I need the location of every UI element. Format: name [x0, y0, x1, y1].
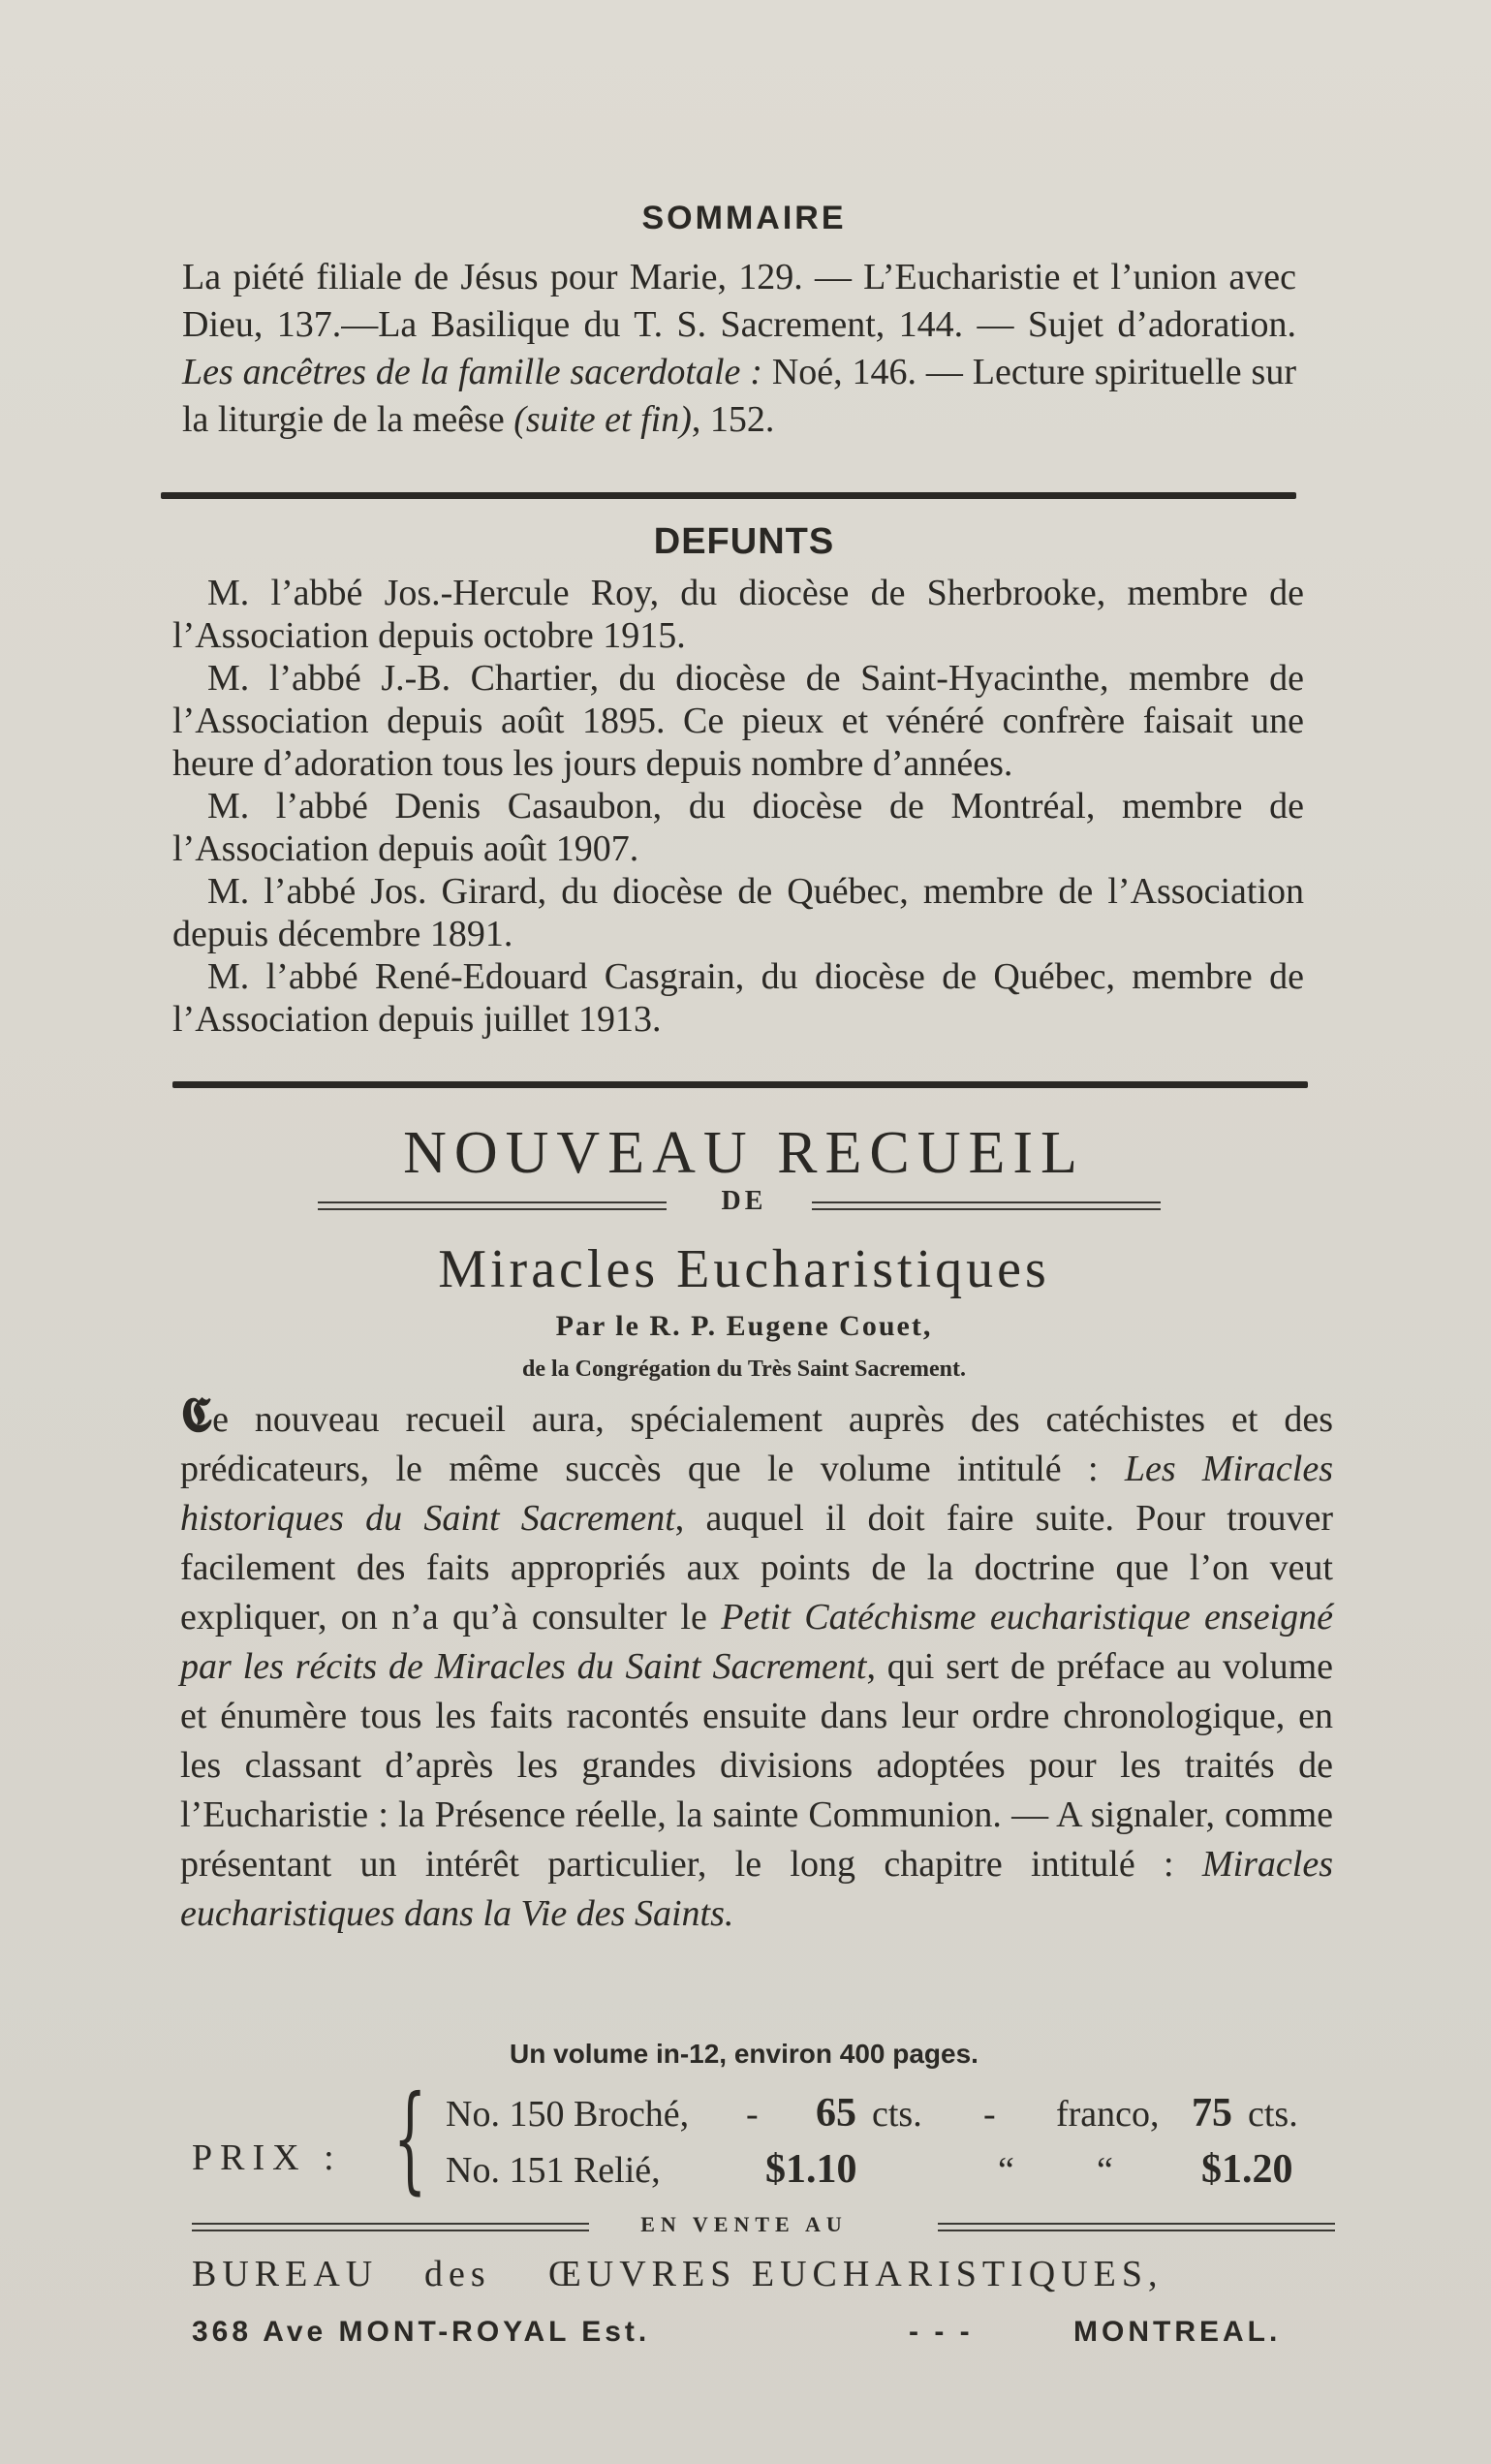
- address-dashes: - - -: [909, 2316, 974, 2348]
- sommaire-text-part: Noé, 146. — Lecture spirituelle sur la liturgie de la meêse: [182, 352, 1296, 440]
- defunt-entry: M. l’abbé Denis Casaubon, du diocèse de Montréal, membre de l’Association depuis août 1907.: [172, 786, 1304, 869]
- price-dash: -: [746, 2094, 759, 2135]
- price-row: [446, 2093, 1322, 2147]
- franco-price: $1.20: [1201, 2147, 1293, 2192]
- address-city: MONTREAL.: [1073, 2316, 1282, 2348]
- description-part: , auquel il doit faire suite. Pour trouver facilement des faits appropriés aux points de la doctrine que l’on veut expliquer, on n’a qu’à consulter le: [180, 1498, 1333, 1637]
- franco-price: 75: [1192, 2091, 1232, 2136]
- price-value: 65: [816, 2091, 856, 2136]
- bureau-word: ŒUVRES EUCHARISTIQUES,: [548, 2254, 1164, 2294]
- defunt-entry: M. l’abbé Jos.-Hercule Roy, du diocèse de Sherbrooke, membre de l’Association depuis octobre 1915.: [172, 573, 1304, 656]
- price-dash: -: [983, 2094, 996, 2135]
- volume-info: Un volume in-12, environ 400 pages.: [510, 2039, 978, 2069]
- section-divider: [172, 1081, 1308, 1088]
- announcement-author: Par le R. P. Eugene Couet,: [555, 1310, 933, 1342]
- defunts-list: [172, 572, 1304, 1041]
- defunt-entry: M. l’abbé René-Edouard Casgrain, du diocèse de Québec, membre de l’Association depuis juillet 1913.: [172, 956, 1304, 1040]
- price-item: No. 151 Relié,: [446, 2150, 661, 2191]
- announcement-title: NOUVEAU RECUEIL: [403, 1120, 1085, 1186]
- sommaire-text-part: La piété filiale de Jésus pour Marie, 129. — L’Eucharistie et l’union avec Dieu, 137.—La Basilique du T. S. Sacrement, 144. — Sujet d’adoration.: [182, 257, 1296, 345]
- sommaire-title: SOMMAIRE: [641, 200, 847, 236]
- announcement-de: DE: [721, 1186, 767, 1216]
- sommaire-text-italic: (suite et fin): [513, 399, 692, 440]
- sommaire-text: [182, 254, 1296, 444]
- defunts-title: DEFUNTS: [653, 521, 835, 562]
- drop-cap: 𝕮: [180, 1386, 213, 1443]
- ornament-rule-right: [938, 2223, 1335, 2231]
- announcement-subtitle: Miracles Eucharistiques: [438, 1239, 1050, 1299]
- bureau-word: des: [424, 2254, 491, 2294]
- ditto-mark: “: [1097, 2150, 1113, 2191]
- sommaire-text-italic: Les ancêtres de la famille sacerdotale :: [182, 352, 762, 392]
- section-divider: [161, 492, 1296, 499]
- address-street: 368 Ave MONT-ROYAL Est.: [192, 2316, 651, 2348]
- ornament-rule-right: [812, 1201, 1161, 1210]
- price-row: [446, 2149, 1322, 2203]
- defunt-entry: M. l’abbé J.-B. Chartier, du diocèse de Saint-Hyacinthe, membre de l’Association depuis août 1895. Ce pieux et vénéré confrère faisait une heure d’adoration tous les jours depuis nombre d’années.: [172, 658, 1304, 784]
- description-italic: Les Miracles historiques du Saint Sacrement: [180, 1449, 1333, 1539]
- price-value: $1.10: [765, 2147, 857, 2192]
- description-part: , qui sert de préface au volume et énumère tous les faits racontés ensuite dans leur ordre chronologique, en les classant d’après les grandes divisions adoptées pour les traités de l’Eucharistie : la Présence réelle, la sainte Communion. — A signaler, comme présentant un intérêt particulier, le long chapitre intitulé :: [180, 1646, 1333, 1885]
- content-column: [172, 0, 1333, 2464]
- sommaire-text-part: , 152.: [691, 399, 775, 440]
- defunt-entry: M. l’abbé Jos. Girard, du diocèse de Québec, membre de l’Association depuis décembre 1891.: [172, 871, 1304, 954]
- announcement-congregation: de la Congrégation du Très Saint Sacrement.: [521, 1357, 966, 1382]
- price-unit: cts.: [872, 2094, 922, 2135]
- announcement-description: [180, 1386, 1333, 1939]
- description-part: e nouveau recueil aura, spécialement auprès des catéchistes et des prédicateurs, le même succès que le volume intitulé :: [180, 1399, 1333, 1489]
- price-item: No. 150 Broché,: [446, 2094, 690, 2135]
- description-italic: Petit Catéchisme eucharistique enseigné par les récits de Miracles du Saint Sacrement: [180, 1597, 1333, 1687]
- en-vente-label: EN VENTE AU: [640, 2212, 848, 2236]
- franco-unit: cts.: [1248, 2094, 1298, 2135]
- franco-label: franco,: [1056, 2094, 1160, 2135]
- price-brace: {: [393, 2072, 427, 2206]
- bureau-word: BUREAU: [192, 2254, 379, 2294]
- description-italic: Miracles eucharistiques dans la Vie des Saints.: [180, 1844, 1333, 1934]
- price-label: PRIX :: [192, 2137, 342, 2178]
- ditto-mark: “: [998, 2150, 1014, 2191]
